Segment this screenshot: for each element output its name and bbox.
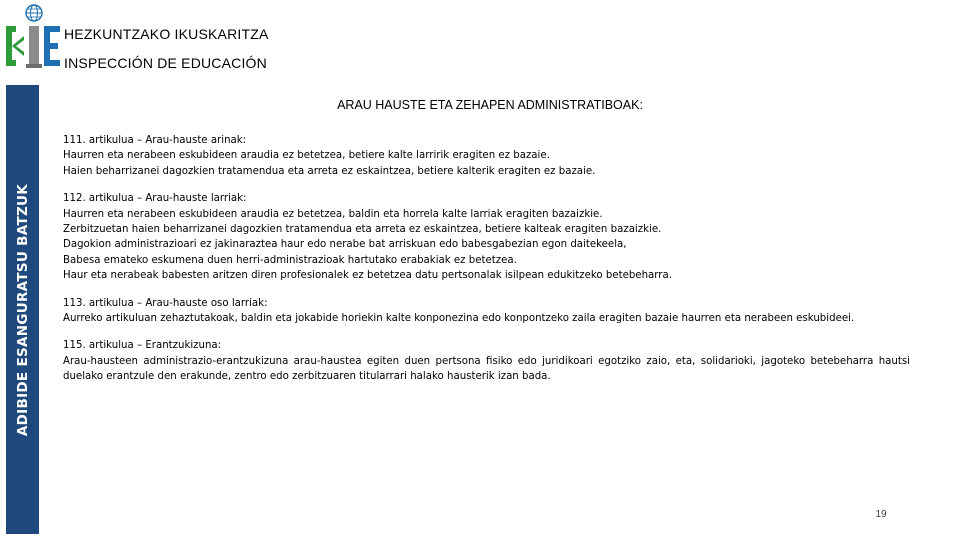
article-heading: 111. artikulua – Arau-hauste arinak: <box>63 135 247 146</box>
article-line: Haur eta nerabeak babesten aritzen diren profesionalek ez betetzea datu pertsonalak isilpean edukitzeko betebeharra. <box>63 270 672 282</box>
article-line: Haurren eta nerabeen eskubideen araudia ez betetzea, baldin eta horrela kalte larriak eragiten bazaizkie. <box>63 208 603 220</box>
education-inspectorate-logo <box>2 2 64 72</box>
article-heading: 115. artikulua – Erantzukizuna: <box>63 340 222 352</box>
article-line: Zerbitzuetan haien beharrizanei dagozkien tratamendua eta arreta ez eskaintzea, betiere kalteak eragiten bazaizkie. <box>63 224 662 236</box>
article-line: Haien beharrizanei dagozkien tratamendua eta arreta ez eskaintzea, betiere kalterik eragiten ez bazaie. <box>63 165 596 177</box>
header-title-basque: HEZKUNTZAKO IKUSKARITZA <box>64 26 269 42</box>
article-line: Arau-hausteen administrazio-erantzukizuna arau-haustea egiten duen pertsona fisiko edo juridikoari egotziko zaio, eta, solidarioki, jagoteko betebeharra hautsi duelako erantzule den erakunde, zentro edo zerbitzuaren titularrari halako hausterik izan bada. <box>63 355 910 383</box>
page-number: 19 <box>875 509 887 520</box>
article-heading: 113. artikulua – Arau-hauste oso larriak: <box>63 297 268 309</box>
article-113 <box>63 296 910 327</box>
page-title: ARAU HAUSTE ETA ZEHAPEN ADMINISTRATIBOAK: <box>337 98 643 112</box>
articles-content <box>63 133 910 397</box>
article-112 <box>63 191 910 283</box>
article-heading: 112. artikulua – Arau-hauste larriak: <box>63 193 247 205</box>
article-line: Dagokion administrazioari ez jakinaraztea haur edo nerabe bat arriskuan edo babesgabezian egon daitekeela, <box>63 239 627 251</box>
logo-icon <box>2 2 64 72</box>
sidebar-label: ADIBIDE ESANGURATSU BATZUK <box>14 183 31 436</box>
header-title-spanish: INSPECCIÓN DE EDUCACIÓN <box>64 55 267 71</box>
article-115 <box>63 338 910 384</box>
article-line: Haurren eta nerabeen eskubideen araudia ez betetzea, betiere kalte larririk eragiten ez bazaie. <box>63 150 550 162</box>
article-line: Aurreko artikuluan zehaztutakoak, baldin eta jokabide horiekin kalte konponezina edo konpontzeko zaila eragiten bazaie haurren eta nerabeen eskubideei. <box>63 313 855 325</box>
article-111 <box>63 133 910 179</box>
sidebar-banner <box>6 85 39 534</box>
article-line: Babesa emateko eskumena duen herri-administrazioak hartutako erabakiak ez betetzea. <box>63 254 517 266</box>
